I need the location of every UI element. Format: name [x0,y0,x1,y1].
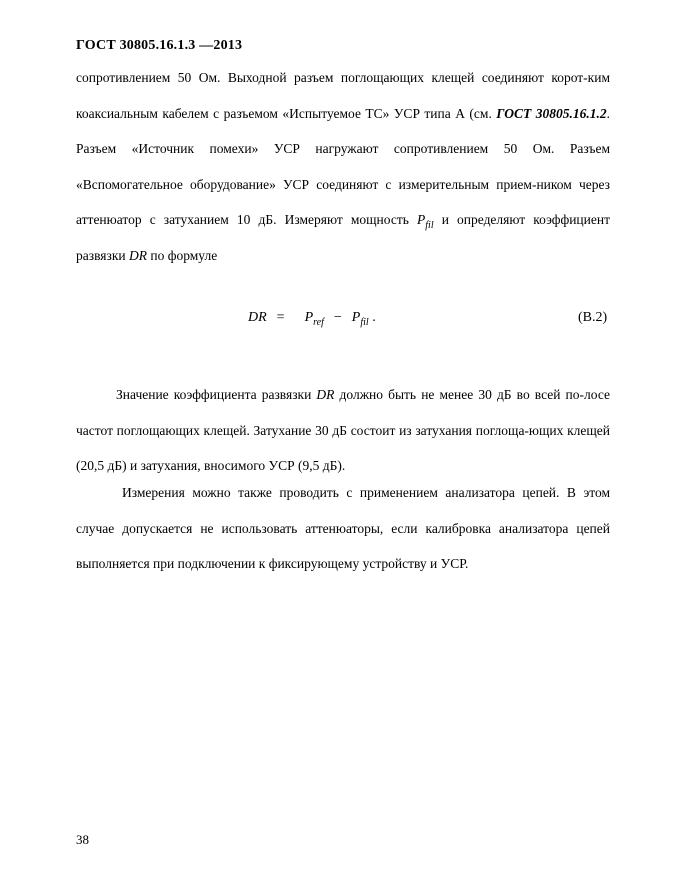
paragraph-2 [76,377,610,484]
paragraph-3: Измерения можно также проводить с применением анализатора цепей. В этом случае допускается не использовать аттенюаторы, если калибровка анализатора цепей выполняется при подключении к фиксирующему устройству и УСР. [76,485,610,571]
formula-lhs: DR [248,310,267,325]
standard-reference: ГОСТ 30805.16.1.2 [496,105,607,121]
power-symbol: P [417,212,426,227]
paragraph-2-text-a: Значение коэффициента развязки [116,387,317,402]
formula-p-fil: P [351,310,361,325]
formula-b2 [248,310,376,326]
paragraph-2-text-b: должно быть не менее 30 дБ во всей по-лосе частот поглощающих клещей. Затухание 30 дБ состоит из затухания поглоща-ющих клещей (20,5 дБ) и затухания, вносимого УСР (9,5 дБ). [76,387,610,473]
formula-fil-subscript: fil [360,317,369,328]
dr-symbol-2: DR [316,387,335,402]
formula-end: . [368,310,376,325]
paragraph-1 [76,60,610,273]
paragraph-1-text-c: и определяют коэффициент развязки [76,212,610,263]
dr-symbol: DR [128,247,147,263]
power-subscript: fil [425,220,434,231]
formula-p-ref: P [304,310,314,325]
formula-ref-subscript: ref [313,317,324,328]
formula-minus: − [333,310,342,325]
document-header: ГОСТ 30805.16.1.3 —2013 [76,38,243,53]
formula-equals: = [276,310,285,325]
paragraph-1-text-d: по формуле [146,247,218,263]
paragraph-1-text-b: . Разъем «Источник помехи» УСР нагружают сопротивлением 50 Ом. Разъем «Вспомогательное оборудование» УСР соединяют с измерительным прием-ником через аттенюатор с затуханием 10 дБ. Измеряют мощность [76,105,610,227]
equation-number: (В.2) [578,310,608,325]
page-number: 38 [76,832,89,847]
paragraph-1-text-a: сопротивлением 50 Ом. Выходной разъем поглощающих клещей соединяют корот-ким коаксиальным кабелем с разъемом «Испытуемое ТС» УСР типа А (см. [76,70,610,121]
